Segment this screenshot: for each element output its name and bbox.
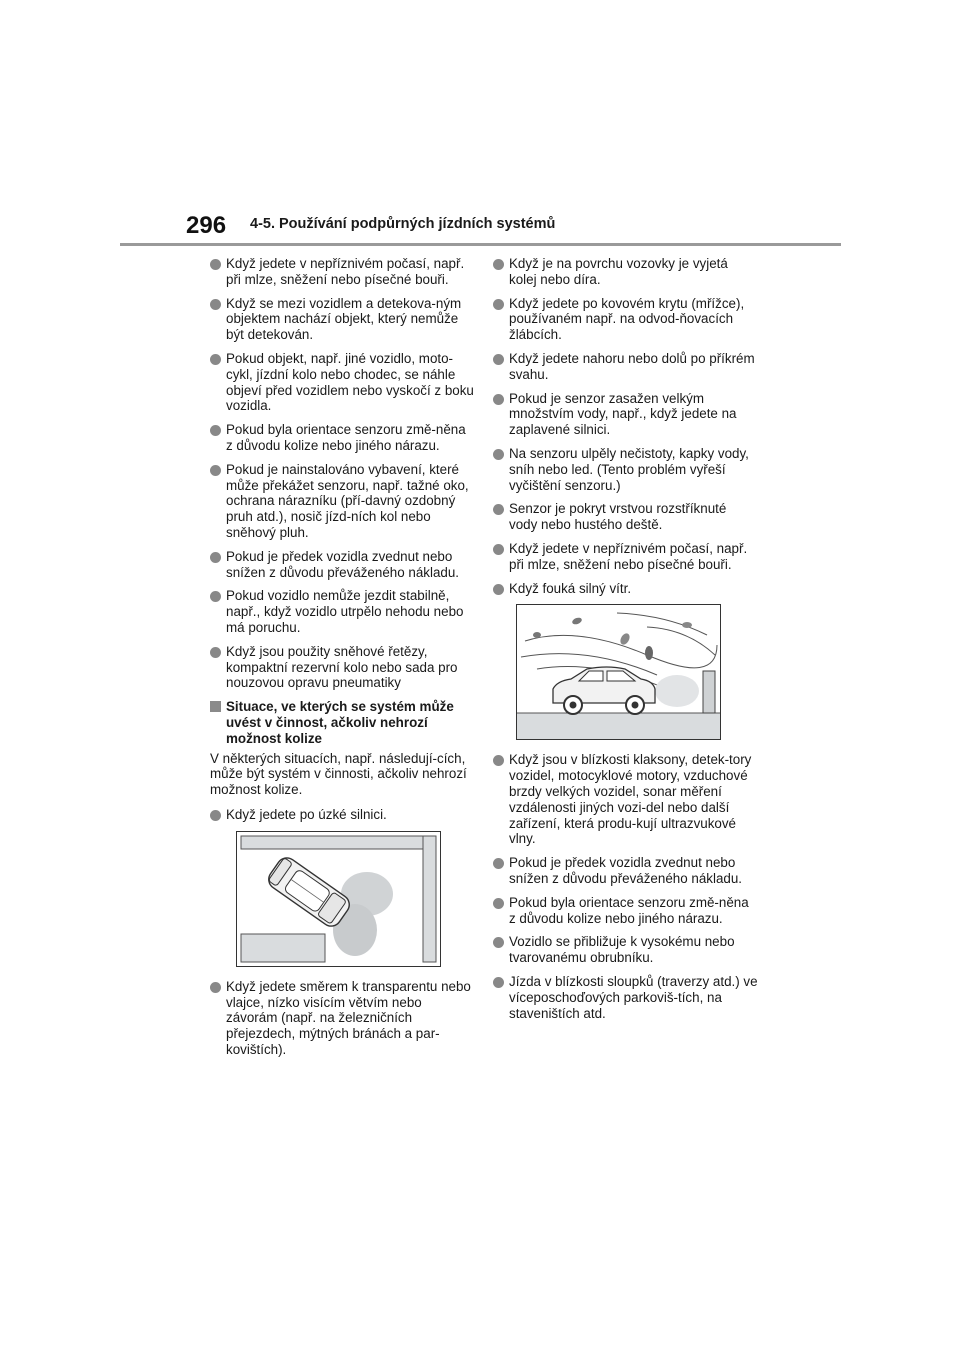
list-item: Když fouká silný vítr.	[493, 581, 758, 597]
list-item: Pokud je předek vozidla zvednut nebo snížen z důvodu převáženého nákladu.	[493, 855, 758, 887]
bullet-dot-icon	[493, 937, 504, 948]
list-item: Pokud je předek vozidla zvednut nebo snížen z důvodu převáženého nákladu.	[210, 549, 475, 581]
bullet-dot-icon	[493, 449, 504, 460]
right-column	[493, 256, 758, 1029]
list-item: Pokud je senzor zasažen velkým množstvím vody, např., když jedete na zaplavené silnici.	[493, 391, 758, 438]
section-title: 4-5. Používání podpůrných jízdních systémů	[250, 216, 556, 232]
bullet-dot-icon	[210, 259, 221, 270]
list-item: Pokud objekt, např. jiné vozidlo, moto-cykl, jízdní kolo nebo chodec, se náhle objeví před vozidlem nebo vyskočí z boku vozidla.	[210, 351, 475, 414]
bullet-dot-icon	[493, 755, 504, 766]
bullet-dot-icon	[493, 584, 504, 595]
list-item: Když jedete nahoru nebo dolů po příkrém svahu.	[493, 351, 758, 383]
page-number: 296	[186, 212, 227, 239]
list-item: Když jedete v nepříznivém počasí, např. při mlze, sněžení nebo písečné bouři.	[210, 256, 475, 288]
bullet-dot-icon	[493, 354, 504, 365]
list-item: Když jsou použity sněhové řetězy, kompaktní rezervní kolo nebo sada pro nouzovou opravu pneumatiky	[210, 644, 475, 691]
list-item: Vozidlo se přibližuje k vysokému nebo tvarovanému obrubníku.	[493, 934, 758, 966]
subheading: Situace, ve kterých se systém může uvést v činnost, ačkoliv nehrozí možnost kolize	[210, 699, 475, 746]
list-item: Když jedete směrem k transparentu nebo vlajce, nízko visícím větvím nebo závorám (např. na železničních přejezdech, mýtných bránách a par-kovištích).	[210, 979, 475, 1058]
narrow-road-illustration	[236, 831, 441, 967]
list-item: Pokud je nainstalováno vybavení, které může překážet senzoru, např. tažné oko, ochrana nárazníku (pří-davný ozdobný pruh atd.), nosič jízd-ních kol nebo sněhový pluh.	[210, 462, 475, 541]
list-item: Když je na povrchu vozovky je vyjetá kolej nebo díra.	[493, 256, 758, 288]
left-column	[210, 256, 475, 1066]
bullet-dot-icon	[493, 299, 504, 310]
bullet-dot-icon	[493, 898, 504, 909]
bullet-dot-icon	[210, 552, 221, 563]
bullet-dot-icon	[210, 465, 221, 476]
square-bullet-icon	[210, 701, 221, 712]
bullet-dot-icon	[210, 425, 221, 436]
narrow-road-car-icon	[237, 832, 440, 966]
list-item: Když jedete po úzké silnici.	[210, 807, 475, 823]
bullet-dot-icon	[210, 299, 221, 310]
list-item: Když jedete v nepříznivém počasí, např. při mlze, sněžení nebo písečné bouři.	[493, 541, 758, 573]
list-item: Když se mezi vozidlem a detekova-ným objektem nachází objekt, který nemůže být detekován.	[210, 296, 475, 343]
bullet-dot-icon	[493, 858, 504, 869]
bullet-dot-icon	[493, 544, 504, 555]
header-rule	[120, 243, 841, 246]
bullet-dot-icon	[210, 982, 221, 993]
list-item: Na senzoru ulpěly nečistoty, kapky vody, sníh nebo led. (Tento problém vyřeší vyčištění senzoru.)	[493, 446, 758, 493]
bullet-dot-icon	[210, 591, 221, 602]
bullet-dot-icon	[493, 504, 504, 515]
paragraph: V některých situacích, např. následují-cích, může být systém v činnosti, ačkoliv nehrozí možnost kolize.	[210, 750, 467, 798]
list-item: Jízda v blízkosti sloupků (traverzy atd.) ve víceposchoďových parkoviš-tích, na staveništích atd.	[493, 974, 758, 1021]
list-item: Pokud byla orientace senzoru změ-něna z důvodu kolize nebo jiného nárazu.	[493, 895, 758, 927]
bullet-dot-icon	[210, 647, 221, 658]
bullet-dot-icon	[493, 259, 504, 270]
list-item: Pokud byla orientace senzoru změ-něna z důvodu kolize nebo jiného nárazu.	[210, 422, 475, 454]
bullet-dot-icon	[493, 394, 504, 405]
list-item: Když jsou v blízkosti klaksony, detek-tory vozidel, motocyklové motory, vzduchové brzdy velkých vozidel, sonar měření vzdálenosti jiných vozi-del nebo další zařízení, která produ-kují ultrazvukové vlny.	[493, 752, 758, 847]
bullet-dot-icon	[210, 810, 221, 821]
strong-wind-illustration	[516, 604, 721, 740]
bullet-dot-icon	[493, 977, 504, 988]
list-item: Když jedete po kovovém krytu (mřížce), používaném např. na odvod-ňovacích žlábcích.	[493, 296, 758, 343]
list-item: Senzor je pokryt vrstvou rozstříknuté vody nebo hustého deště.	[493, 501, 758, 533]
bullet-dot-icon	[210, 354, 221, 365]
list-item: Pokud vozidlo nemůže jezdit stabilně, např., když vozidlo utrpělo nehodu nebo má poruchu.	[210, 588, 475, 635]
strong-wind-car-icon	[517, 605, 720, 739]
bullet-list-left-a	[210, 256, 475, 691]
